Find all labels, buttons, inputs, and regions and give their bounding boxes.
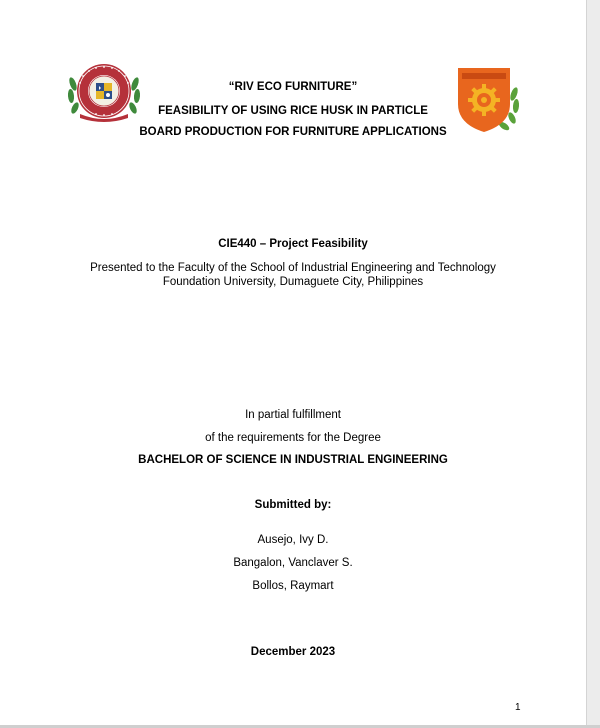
fulfillment-line-2: of the requirements for the Degree <box>205 432 381 444</box>
submission-date: December 2023 <box>250 646 336 658</box>
course-title: CIE440 – Project Feasibility <box>218 238 368 250</box>
page-number: 1 <box>515 702 521 713</box>
author-name: Bangalon, Vanclaver S. <box>233 557 353 569</box>
institution-line: Foundation University, Dumaguete City, Philippines <box>162 276 424 288</box>
document-title-line-3: BOARD PRODUCTION FOR FURNITURE APPLICATIONS <box>139 126 447 138</box>
document-title-line-1: “RIV ECO FURNITURE” <box>228 81 358 93</box>
degree-name: BACHELOR OF SCIENCE IN INDUSTRIAL ENGINEERING <box>138 454 448 466</box>
fulfillment-line-1: In partial fulfillment <box>245 409 341 421</box>
author-name: Bollos, Raymart <box>252 580 334 592</box>
engineering-school-logo <box>456 64 522 134</box>
vertical-scrollbar[interactable] <box>586 0 600 728</box>
presented-to-line: Presented to the Faculty of the School of Industrial Engineering and Technology <box>90 262 496 274</box>
document-title-line-2: FEASIBILITY OF USING RICE HUSK IN PARTICLE <box>158 105 428 117</box>
submitted-by-label: Submitted by: <box>254 499 332 511</box>
author-name: Ausejo, Ivy D. <box>257 534 329 546</box>
